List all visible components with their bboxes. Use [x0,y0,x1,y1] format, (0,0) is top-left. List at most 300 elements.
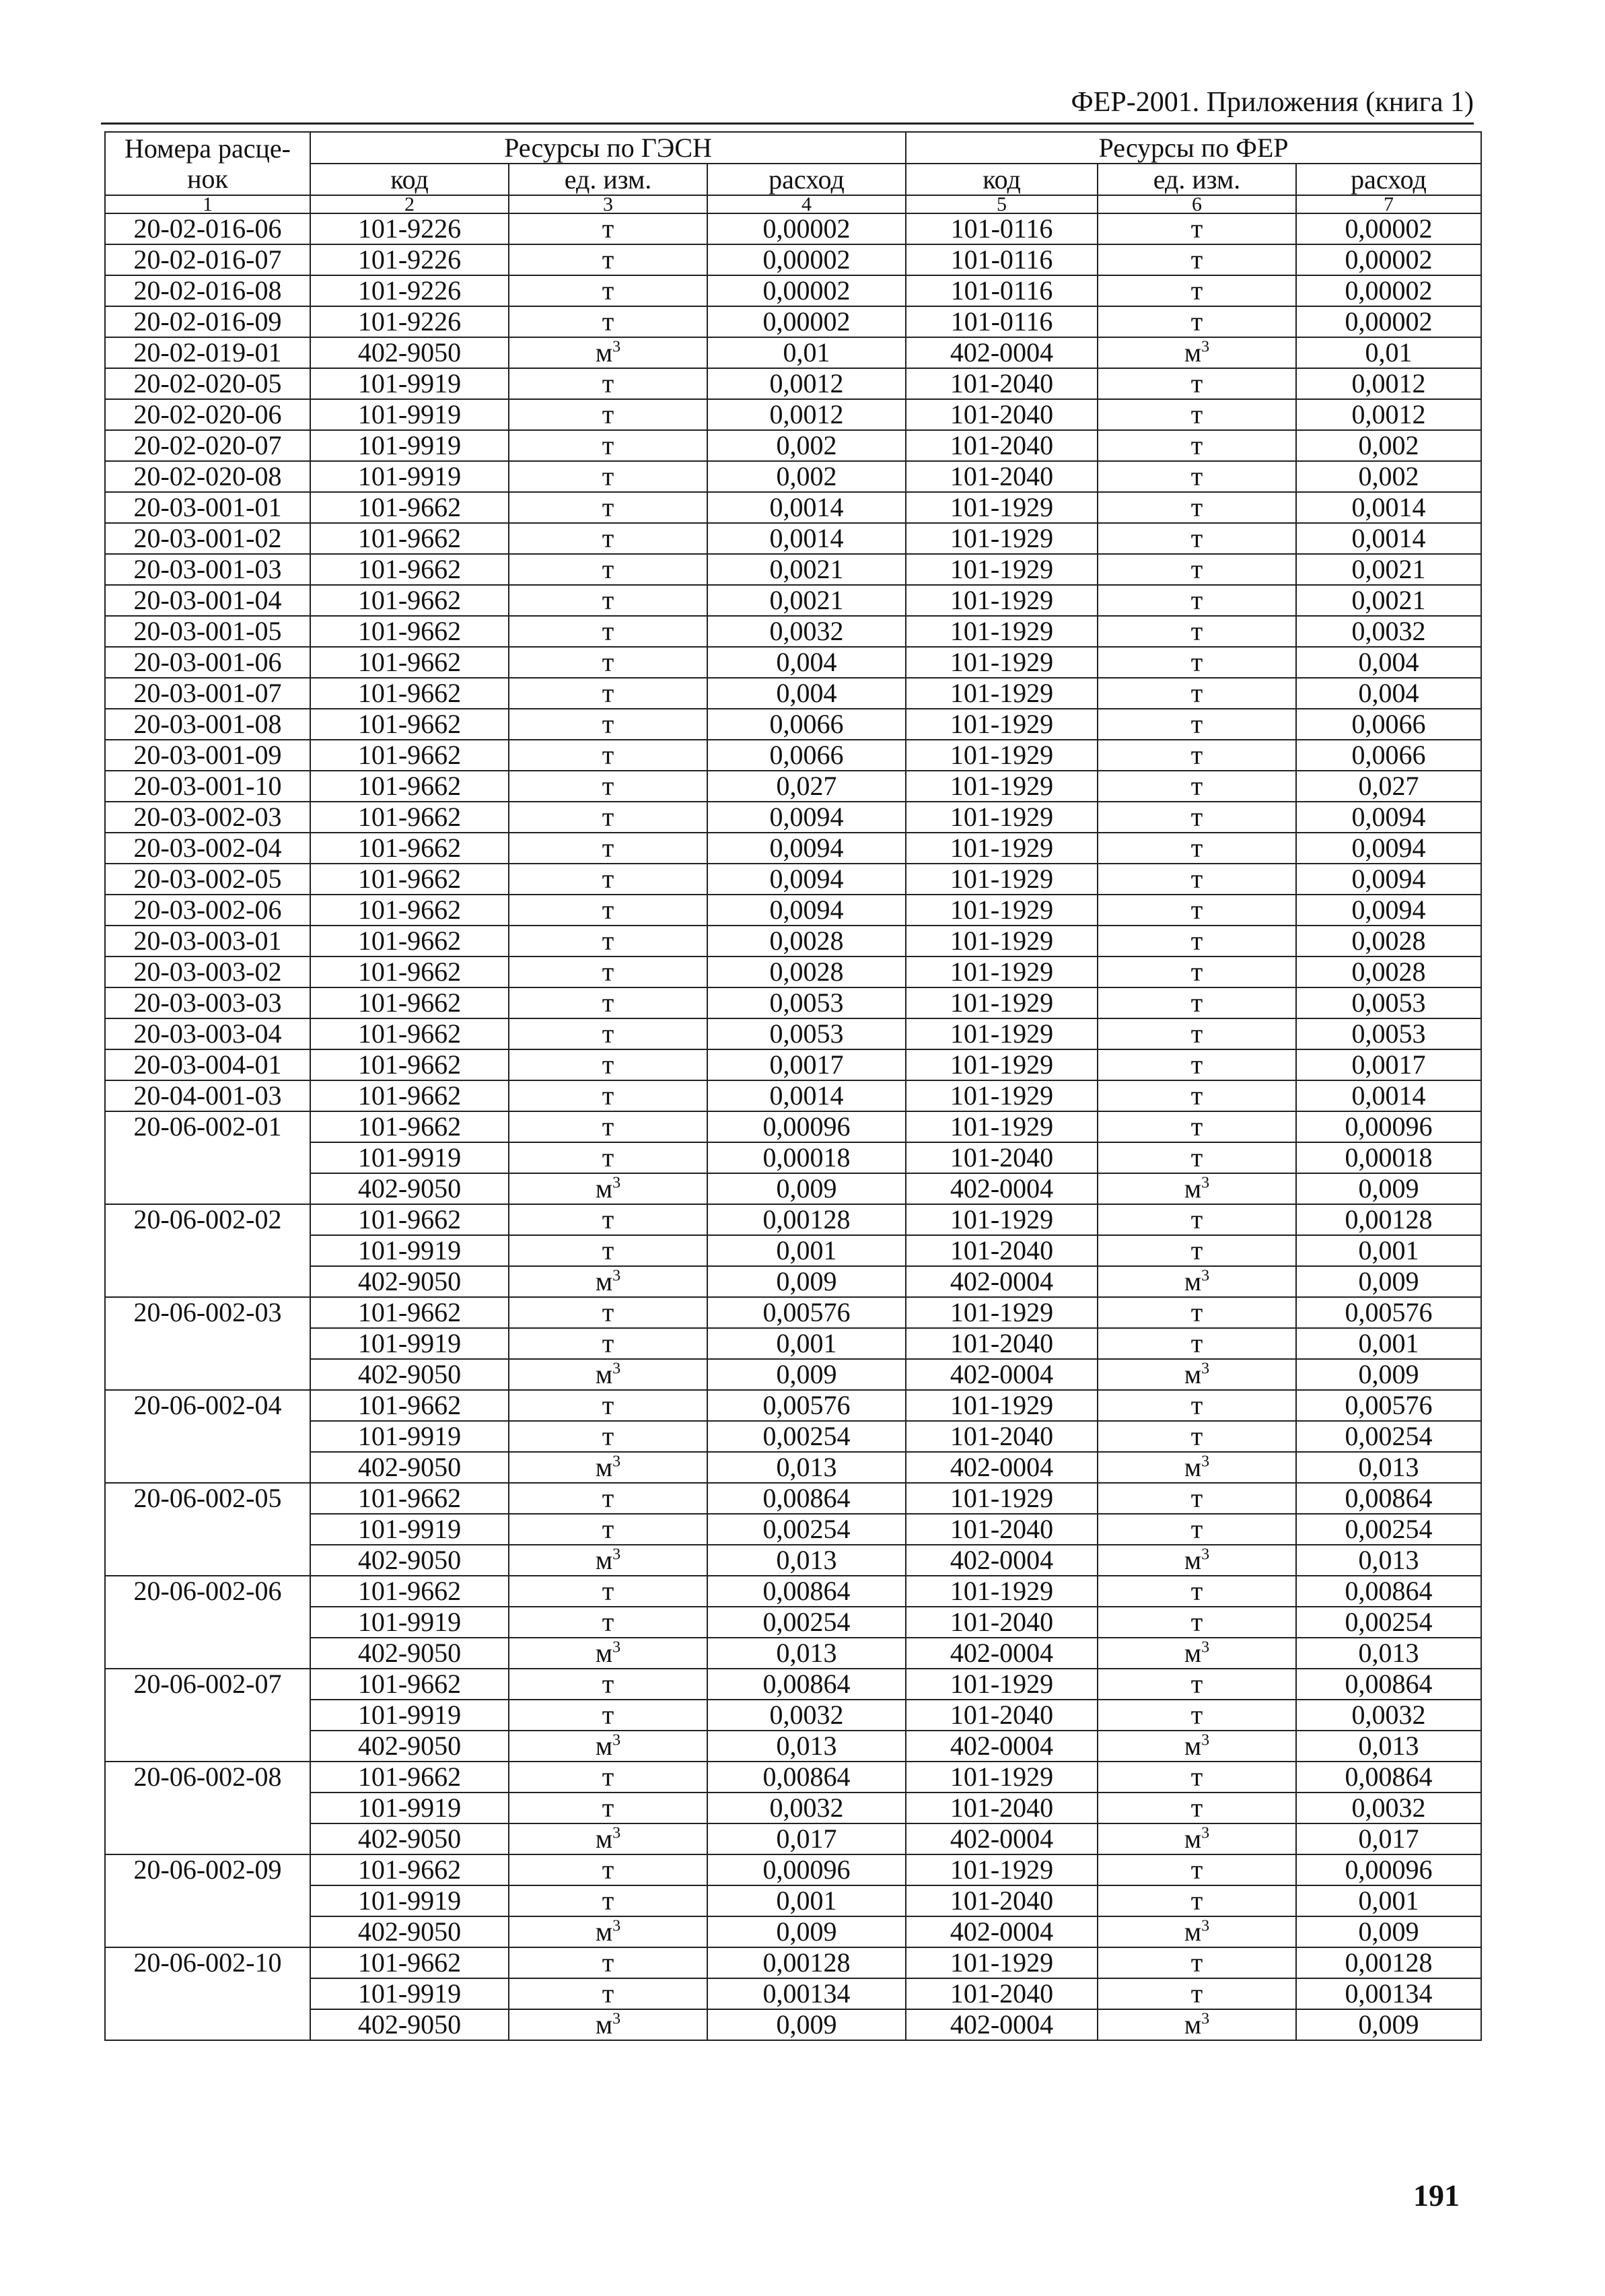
cell-rate-number: 20-03-001-10 [105,771,310,802]
cell-gesn-code: 402-9050 [310,1916,509,1947]
cell-fer-unit: т [1098,1390,1296,1421]
cell-fer-unit: т [1098,1421,1296,1452]
cell-fer-unit: т [1098,1018,1296,1049]
cell-gesn-unit: т [509,616,707,647]
cell-gesn-code: 101-9662 [310,1204,509,1235]
cell-gesn-unit: $м^3$ [509,1638,707,1669]
unit-exponent: 3 [612,1917,621,1935]
table-row [105,864,1481,895]
cell-gesn-code: 101-9662 [310,771,509,802]
cell-gesn-rate: 0,00018 [707,1142,906,1173]
subheader-fer-rate: расход [1296,164,1481,195]
cell-fer-unit: т [1098,1080,1296,1111]
cell-gesn-rate: 0,0028 [707,926,906,956]
cell-gesn-code: 101-9919 [310,1700,509,1731]
cell-fer-rate: 0,0094 [1296,895,1481,926]
unit-exponent: 3 [1201,1917,1210,1935]
cell-fer-code: 101-1929 [906,1576,1098,1607]
cell-fer-code: 101-2040 [906,1421,1098,1452]
unit-exponent: 3 [1201,1638,1210,1657]
cell-gesn-rate: 0,013 [707,1545,906,1576]
cell-gesn-code: 101-9662 [310,926,509,956]
cell-gesn-rate: 0,01 [707,337,906,368]
cell-gesn-code: 101-9919 [310,430,509,461]
cell-fer-unit: т [1098,523,1296,554]
cell-fer-unit: $м^3$ [1098,1638,1296,1669]
cell-gesn-unit: $м^3$ [509,337,707,368]
table-row [105,1173,1481,1204]
table-row [105,1545,1481,1576]
cell-fer-rate: 0,0012 [1296,368,1481,399]
table-row [105,926,1481,956]
table-row [105,492,1481,523]
cell-fer-code: 101-1929 [906,1018,1098,1049]
cell-fer-code: 402-0004 [906,1173,1098,1204]
cell-gesn-code: 101-9662 [310,1576,509,1607]
column-index: 4 [707,195,906,213]
cell-gesn-unit: т [509,709,707,740]
cell-fer-rate: 0,004 [1296,647,1481,678]
cell-gesn-code: 101-9226 [310,306,509,337]
cell-fer-code: 402-0004 [906,1916,1098,1947]
cell-fer-code: 101-0116 [906,275,1098,306]
cell-rate-number: 20-06-002-03 [105,1297,310,1390]
cell-fer-rate: 0,0017 [1296,1049,1481,1080]
cell-rate-number: 20-03-002-04 [105,833,310,864]
table-row [105,1266,1481,1297]
cell-fer-code: 402-0004 [906,1545,1098,1576]
cell-fer-unit: т [1098,399,1296,430]
table-row [105,647,1481,678]
cell-gesn-rate: 0,001 [707,1328,906,1359]
cell-rate-number: 20-03-001-02 [105,523,310,554]
cell-rate-number: 20-02-016-07 [105,244,310,275]
cell-rate-number: 20-03-003-04 [105,1018,310,1049]
cell-gesn-code: 101-9662 [310,987,509,1018]
cell-fer-code: 402-0004 [906,1638,1098,1669]
cell-gesn-rate: 0,0014 [707,523,906,554]
cell-rate-number: 20-02-020-08 [105,461,310,492]
cell-gesn-code: 101-9919 [310,1793,509,1823]
table-row [105,1700,1481,1731]
table-row [105,678,1481,709]
group-fer-header: Ресурсы по ФЕР [906,132,1481,164]
cell-gesn-rate: 0,0094 [707,802,906,833]
cell-rate-number: 20-03-002-03 [105,802,310,833]
cell-rate-number: 20-03-002-05 [105,864,310,895]
cell-fer-rate: 0,0032 [1296,1700,1481,1731]
cell-fer-unit: т [1098,1111,1296,1142]
cell-gesn-unit: т [509,1854,707,1885]
cell-fer-code: 101-0116 [906,244,1098,275]
cell-fer-unit: т [1098,1514,1296,1545]
cell-gesn-code: 101-9226 [310,244,509,275]
cell-gesn-code: 101-9662 [310,864,509,895]
cell-gesn-unit: т [509,1235,707,1266]
cell-gesn-rate: 0,0053 [707,987,906,1018]
table-row [105,833,1481,864]
cell-gesn-unit: т [509,864,707,895]
table-row [105,275,1481,306]
unit-exponent: 3 [612,1267,621,1285]
cell-gesn-unit: $м^3$ [509,1823,707,1854]
cell-gesn-unit: т [509,1793,707,1823]
table-row [105,1607,1481,1638]
cell-fer-code: 101-1929 [906,833,1098,864]
table-row [105,1235,1481,1266]
cell-fer-code: 101-2040 [906,368,1098,399]
cell-fer-unit: т [1098,802,1296,833]
cell-fer-unit: т [1098,1235,1296,1266]
cell-gesn-rate: 0,00864 [707,1669,906,1700]
cell-fer-rate: 0,00128 [1296,1947,1481,1978]
cell-fer-code: 101-2040 [906,1607,1098,1638]
table-row [105,1080,1481,1111]
cell-gesn-code: 101-9919 [310,399,509,430]
table-row [105,802,1481,833]
cell-fer-code: 101-1929 [906,1080,1098,1111]
cell-gesn-unit: т [509,895,707,926]
cell-fer-unit: т [1098,1947,1296,1978]
cell-fer-code: 101-0116 [906,213,1098,244]
cell-fer-unit: т [1098,1669,1296,1700]
cell-gesn-rate: 0,004 [707,678,906,709]
cell-gesn-rate: 0,0021 [707,585,906,616]
cell-gesn-rate: 0,0014 [707,1080,906,1111]
cell-rate-number: 20-02-020-06 [105,399,310,430]
cell-gesn-rate: 0,0032 [707,1700,906,1731]
cell-fer-unit: т [1098,771,1296,802]
cell-gesn-code: 101-9662 [310,1080,509,1111]
cell-gesn-unit: т [509,275,707,306]
table-row [105,1669,1481,1700]
cell-fer-rate: 0,00576 [1296,1390,1481,1421]
cell-fer-unit: т [1098,1793,1296,1823]
cell-rate-number: 20-06-002-02 [105,1204,310,1297]
cell-fer-code: 101-1929 [906,1854,1098,1885]
table-row [105,554,1481,585]
cell-fer-code: 101-1929 [906,1204,1098,1235]
resources-table [104,131,1482,2041]
cell-fer-code: 101-1929 [906,585,1098,616]
cell-gesn-rate: 0,017 [707,1823,906,1854]
table-row [105,368,1481,399]
cell-fer-rate: 0,027 [1296,771,1481,802]
cell-gesn-code: 101-9662 [310,709,509,740]
cell-gesn-code: 101-9662 [310,1018,509,1049]
table-row [105,1111,1481,1142]
cell-gesn-unit: $м^3$ [509,1731,707,1762]
column-index: 6 [1098,195,1296,213]
table-header [105,132,1481,213]
cell-gesn-unit: т [509,1049,707,1080]
cell-fer-rate: 0,001 [1296,1235,1481,1266]
cell-gesn-rate: 0,002 [707,430,906,461]
cell-gesn-rate: 0,00002 [707,244,906,275]
cell-fer-unit: т [1098,1204,1296,1235]
table-row [105,306,1481,337]
cell-fer-unit: т [1098,1328,1296,1359]
cell-fer-rate: 0,00576 [1296,1297,1481,1328]
page-number: 191 [1413,2178,1460,2213]
cell-gesn-code: 402-9050 [310,1545,509,1576]
cell-gesn-code: 101-9662 [310,678,509,709]
cell-rate-number: 20-03-001-03 [105,554,310,585]
cell-rate-number: 20-06-002-09 [105,1854,310,1947]
cell-fer-code: 101-1929 [906,864,1098,895]
cell-fer-code: 101-1929 [906,678,1098,709]
cell-fer-rate: 0,0032 [1296,616,1481,647]
table-row [105,616,1481,647]
cell-fer-rate: 0,0066 [1296,740,1481,771]
column-index-row [105,195,1481,213]
cell-rate-number: 20-03-001-09 [105,740,310,771]
table-row [105,523,1481,554]
cell-gesn-code: 402-9050 [310,2009,509,2040]
cell-fer-rate: 0,013 [1296,1452,1481,1483]
table-row [105,1978,1481,2009]
unit-exponent: 3 [612,1731,621,1749]
cell-gesn-unit: т [509,987,707,1018]
cell-gesn-code: 101-9919 [310,1328,509,1359]
cell-gesn-unit: т [509,213,707,244]
unit-exponent: 3 [612,1360,621,1378]
cell-fer-unit: т [1098,647,1296,678]
cell-fer-code: 101-1929 [906,956,1098,987]
table-row [105,2009,1481,2040]
table-row [105,585,1481,616]
cell-rate-number: 20-06-002-06 [105,1576,310,1669]
cell-rate-number: 20-06-002-08 [105,1762,310,1854]
cell-gesn-code: 101-9662 [310,956,509,987]
cell-gesn-unit: т [509,1142,707,1173]
cell-rate-number: 20-03-001-06 [105,647,310,678]
cell-gesn-code: 101-9662 [310,1111,509,1142]
cell-fer-code: 101-2040 [906,1885,1098,1916]
cell-fer-rate: 0,00864 [1296,1762,1481,1793]
cell-gesn-code: 101-9919 [310,1978,509,2009]
cell-rate-number: 20-03-003-02 [105,956,310,987]
table-row [105,1762,1481,1793]
cell-gesn-unit: т [509,1762,707,1793]
cell-rate-number: 20-03-001-04 [105,585,310,616]
cell-gesn-code: 402-9050 [310,1173,509,1204]
column-index: 3 [509,195,707,213]
cell-gesn-rate: 0,00128 [707,1947,906,1978]
subheader-gesn-rate: расход [707,164,906,195]
cell-gesn-rate: 0,0053 [707,1018,906,1049]
table-row [105,213,1481,244]
cell-fer-rate: 0,017 [1296,1823,1481,1854]
cell-gesn-rate: 0,00096 [707,1111,906,1142]
cell-rate-number: 20-06-002-05 [105,1483,310,1576]
cell-fer-rate: 0,00096 [1296,1854,1481,1885]
cell-rate-number: 20-03-001-08 [105,709,310,740]
cell-fer-unit: $м^3$ [1098,1452,1296,1483]
cell-gesn-unit: т [509,244,707,275]
col-number-header: Номера расце-нок [105,132,310,195]
cell-rate-number: 20-06-002-07 [105,1669,310,1762]
cell-fer-unit: т [1098,213,1296,244]
unit-exponent: 3 [1201,2010,1210,2028]
cell-fer-rate: 0,00128 [1296,1204,1481,1235]
cell-rate-number: 20-03-001-01 [105,492,310,523]
table-row [105,1204,1481,1235]
cell-fer-rate: 0,001 [1296,1328,1481,1359]
cell-fer-unit: т [1098,1607,1296,1638]
cell-fer-code: 101-2040 [906,1142,1098,1173]
unit-exponent: 3 [612,1824,621,1842]
cell-gesn-unit: т [509,1700,707,1731]
cell-gesn-rate: 0,00254 [707,1421,906,1452]
cell-gesn-unit: т [509,1328,707,1359]
cell-fer-code: 101-1929 [906,523,1098,554]
cell-rate-number: 20-03-003-01 [105,926,310,956]
group-gesn-header: Ресурсы по ГЭСН [310,132,906,164]
cell-gesn-code: 101-9662 [310,1947,509,1978]
cell-gesn-rate: 0,00576 [707,1297,906,1328]
cell-fer-rate: 0,00002 [1296,244,1481,275]
cell-gesn-rate: 0,0012 [707,368,906,399]
cell-gesn-rate: 0,00864 [707,1762,906,1793]
cell-gesn-rate: 0,013 [707,1638,906,1669]
cell-gesn-unit: т [509,1204,707,1235]
cell-gesn-unit: т [509,1390,707,1421]
cell-gesn-rate: 0,013 [707,1452,906,1483]
cell-fer-code: 101-2040 [906,461,1098,492]
table-row [105,1142,1481,1173]
subheader-fer-unit: ед. изм. [1098,164,1296,195]
cell-gesn-unit: т [509,306,707,337]
cell-fer-rate: 0,0066 [1296,709,1481,740]
cell-fer-code: 101-1929 [906,1762,1098,1793]
cell-gesn-unit: т [509,1421,707,1452]
cell-gesn-code: 101-9662 [310,647,509,678]
cell-gesn-rate: 0,0021 [707,554,906,585]
cell-gesn-code: 101-9662 [310,523,509,554]
cell-fer-code: 101-1929 [906,987,1098,1018]
table-row [105,1823,1481,1854]
cell-gesn-code: 402-9050 [310,1452,509,1483]
cell-fer-unit: $м^3$ [1098,1359,1296,1390]
cell-gesn-unit: т [509,399,707,430]
cell-gesn-code: 101-9919 [310,1514,509,1545]
cell-fer-unit: т [1098,1483,1296,1514]
cell-fer-unit: т [1098,554,1296,585]
cell-gesn-rate: 0,009 [707,1173,906,1204]
table-body [105,213,1481,2040]
cell-gesn-code: 101-9919 [310,368,509,399]
cell-gesn-rate: 0,001 [707,1235,906,1266]
unit-exponent: 3 [612,2010,621,2028]
cell-gesn-code: 402-9050 [310,1266,509,1297]
cell-gesn-code: 402-9050 [310,337,509,368]
table-row [105,1514,1481,1545]
cell-fer-code: 101-1929 [906,802,1098,833]
cell-gesn-code: 101-9919 [310,1421,509,1452]
table-row [105,895,1481,926]
cell-gesn-code: 402-9050 [310,1731,509,1762]
cell-fer-rate: 0,0032 [1296,1793,1481,1823]
cell-fer-rate: 0,013 [1296,1731,1481,1762]
unit-exponent: 3 [1201,1824,1210,1842]
unit-exponent: 3 [1201,338,1210,356]
cell-gesn-unit: т [509,1978,707,2009]
cell-fer-code: 101-1929 [906,895,1098,926]
cell-gesn-rate: 0,0066 [707,709,906,740]
cell-fer-code: 101-0116 [906,306,1098,337]
cell-rate-number: 20-04-001-03 [105,1080,310,1111]
cell-gesn-rate: 0,009 [707,1359,906,1390]
cell-fer-rate: 0,0014 [1296,492,1481,523]
cell-fer-code: 101-1929 [906,1049,1098,1080]
cell-gesn-rate: 0,009 [707,2009,906,2040]
cell-fer-unit: т [1098,1049,1296,1080]
cell-fer-rate: 0,00254 [1296,1514,1481,1545]
cell-fer-rate: 0,009 [1296,1359,1481,1390]
cell-rate-number: 20-02-016-09 [105,306,310,337]
cell-fer-unit: т [1098,987,1296,1018]
cell-fer-rate: 0,004 [1296,678,1481,709]
cell-gesn-rate: 0,00002 [707,213,906,244]
cell-gesn-code: 101-9919 [310,1607,509,1638]
cell-fer-unit: т [1098,461,1296,492]
cell-fer-code: 101-2040 [906,1328,1098,1359]
cell-fer-unit: т [1098,740,1296,771]
cell-fer-unit: т [1098,1978,1296,2009]
cell-gesn-unit: т [509,585,707,616]
cell-gesn-rate: 0,0028 [707,956,906,987]
cell-gesn-rate: 0,001 [707,1885,906,1916]
cell-fer-rate: 0,00096 [1296,1111,1481,1142]
cell-rate-number: 20-02-020-07 [105,430,310,461]
cell-fer-code: 101-1929 [906,492,1098,523]
cell-fer-code: 402-0004 [906,337,1098,368]
cell-gesn-code: 101-9919 [310,1142,509,1173]
cell-fer-unit: т [1098,585,1296,616]
cell-gesn-code: 101-9226 [310,275,509,306]
cell-gesn-code: 101-9662 [310,1297,509,1328]
cell-gesn-code: 402-9050 [310,1638,509,1669]
cell-fer-unit: т [1098,926,1296,956]
table-row [105,956,1481,987]
cell-fer-unit: т [1098,430,1296,461]
cell-fer-code: 101-2040 [906,399,1098,430]
cell-fer-code: 402-0004 [906,1359,1098,1390]
cell-gesn-unit: т [509,1483,707,1514]
cell-fer-rate: 0,00134 [1296,1978,1481,2009]
table-row [105,1483,1481,1514]
cell-gesn-unit: т [509,554,707,585]
cell-gesn-rate: 0,00002 [707,306,906,337]
cell-gesn-unit: т [509,1607,707,1638]
cell-fer-code: 402-0004 [906,2009,1098,2040]
cell-gesn-code: 101-9662 [310,802,509,833]
cell-fer-rate: 0,00864 [1296,1576,1481,1607]
cell-gesn-unit: $м^3$ [509,1545,707,1576]
cell-fer-unit: т [1098,895,1296,926]
cell-fer-unit: $м^3$ [1098,1916,1296,1947]
cell-gesn-unit: т [509,1018,707,1049]
cell-fer-code: 101-2040 [906,1235,1098,1266]
table-row [105,1018,1481,1049]
cell-gesn-unit: т [509,956,707,987]
cell-fer-unit: т [1098,368,1296,399]
subheader-fer-code: код [906,164,1098,195]
cell-gesn-rate: 0,00576 [707,1390,906,1421]
cell-gesn-unit: т [509,523,707,554]
cell-gesn-rate: 0,013 [707,1731,906,1762]
